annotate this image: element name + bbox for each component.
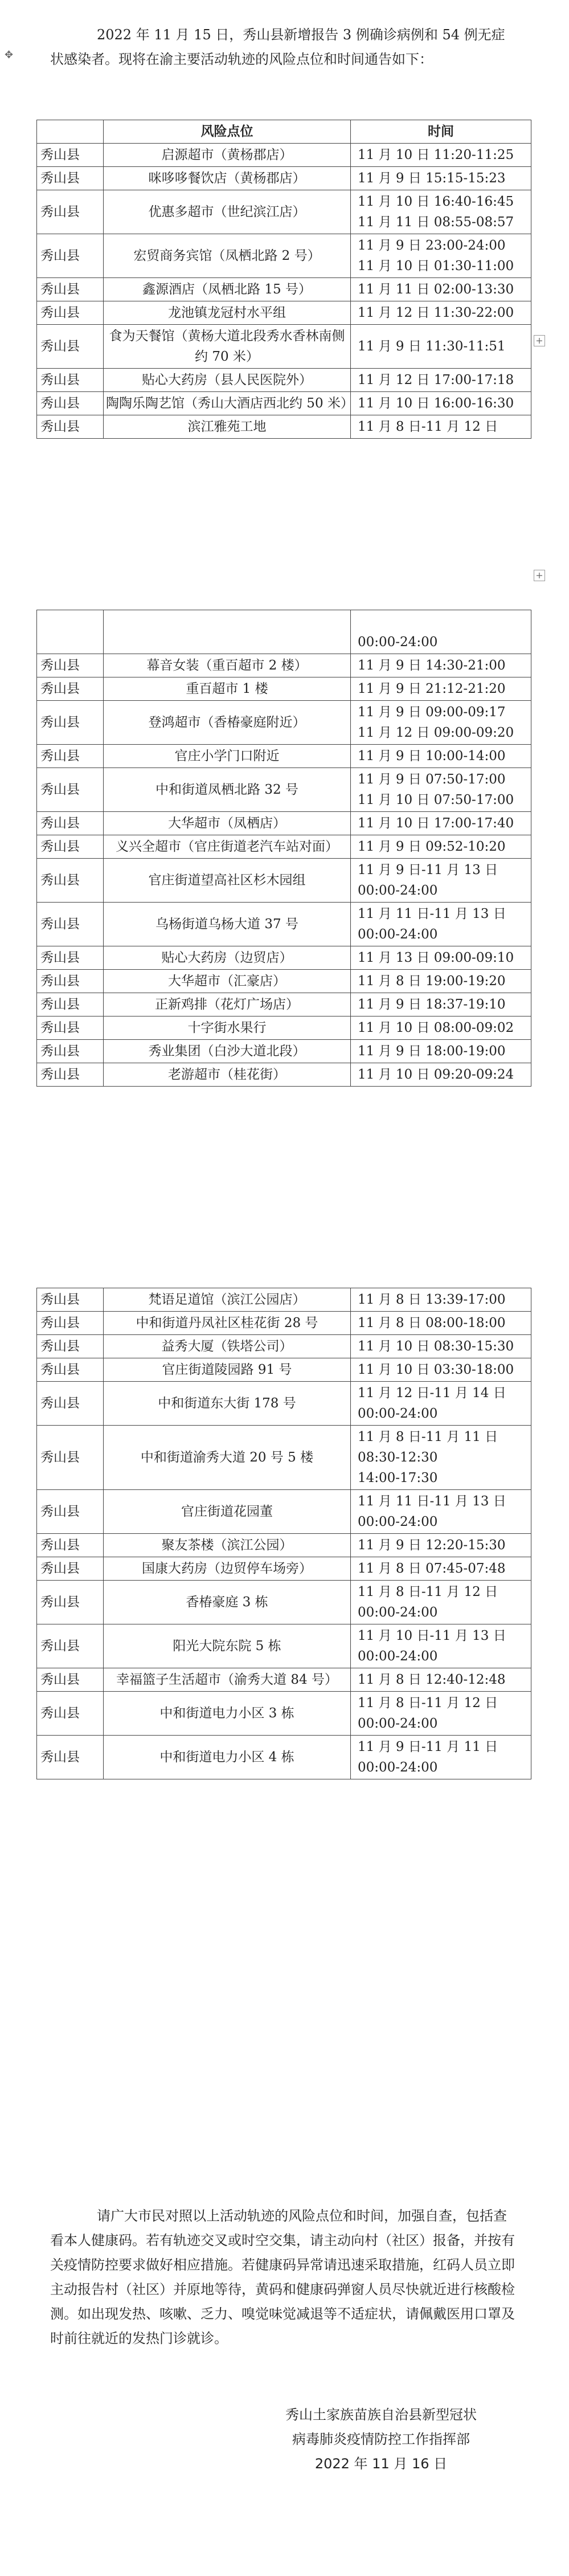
table-row [37,1016,531,1040]
time-line: 11 月 8 日 19:00-19:20 [358,974,506,989]
table-row [37,1358,531,1382]
place-cell: 中和街道渝秀大道 20 号 5 楼 [104,1426,351,1490]
time-cell [351,1692,531,1736]
place-cell: 贴心大药房（县人民医院外） [104,369,351,392]
place-cell: 义兴全超市（官庄街道老汽车站对面） [104,835,351,859]
table-row [37,325,531,369]
time-cell [351,610,531,654]
table-row [37,1382,531,1426]
place-cell: 幸福篮子生活超市（渝秀大道 84 号） [104,1668,351,1692]
time-cell [351,701,531,745]
time-cell [351,1335,531,1358]
county-cell: 秀山县 [37,1490,104,1534]
place-cell: 中和街道丹凤社区桂花街 28 号 [104,1312,351,1335]
county-cell: 秀山县 [37,946,104,970]
table-row [37,654,531,677]
place-cell: 国康大药房（边贸停车场旁） [104,1557,351,1581]
place-cell: 中和街道凤栖北路 32 号 [104,768,351,812]
place-cell: 中和街道电力小区 3 栋 [104,1692,351,1736]
place-cell: 乌杨街道乌杨大道 37 号 [104,903,351,946]
time-cell [351,1581,531,1624]
time-line: 08:30-12:30 [358,1450,438,1465]
place-cell: 中和街道电力小区 4 栋 [104,1736,351,1779]
add-row-icon[interactable]: + [534,570,545,581]
table-row [37,190,531,234]
time-line: 11 月 13 日 09:00-09:10 [358,950,514,965]
time-line: 11 月 9 日 21:12-21:20 [358,681,506,696]
time-cell [351,1382,531,1426]
county-cell: 秀山县 [37,1063,104,1087]
time-line: 11 月 10 日 11:20-11:25 [358,148,514,162]
time-cell [351,835,531,859]
time-line: 00:00-24:00 [358,1406,438,1421]
time-line: 11 月 12 日-11 月 14 日 [358,1386,506,1401]
county-cell: 秀山县 [37,167,104,190]
time-cell [351,768,531,812]
time-line: 11 月 11 日 08:55-08:57 [358,215,514,230]
place-cell: 幕音女装（重百超市 2 楼） [104,654,351,677]
time-cell [351,1736,531,1779]
place-cell: 官庄街道花园董 [104,1490,351,1534]
time-cell [351,859,531,903]
place-cell [104,610,351,654]
time-line [358,611,529,632]
time-cell [351,812,531,835]
county-cell: 秀山县 [37,1692,104,1736]
table-row [37,946,531,970]
place-cell: 贴心大药房（边贸店） [104,946,351,970]
time-line: 11 月 8 日-11 月 12 日 [358,1585,498,1599]
time-line: 00:00-24:00 [358,1716,438,1731]
place-cell: 十字街水果行 [104,1016,351,1040]
time-line: 11 月 8 日-11 月 12 日 [358,1696,498,1710]
time-line: 11 月 9 日 07:50-17:00 [358,772,506,787]
table-row [37,768,531,812]
time-line: 11 月 8 日 12:40-12:48 [358,1672,506,1687]
county-cell: 秀山县 [37,301,104,325]
place-cell: 滨江雅苑工地 [104,415,351,439]
time-line: 11 月 8 日 07:45-07:48 [358,1561,506,1576]
time-line: 11 月 9 日 09:00-09:17 [358,705,506,720]
table-row [37,1040,531,1063]
table-row [37,1426,531,1490]
time-cell [351,415,531,439]
signature-line-1: 秀山土家族苗族自治县新型冠状 [285,2407,477,2423]
time-line: 11 月 8 日-11 月 11 日 [358,1430,498,1444]
table-row [37,677,531,701]
table-row [37,1581,531,1624]
time-line: 00:00-24:00 [358,927,438,942]
county-cell: 秀山县 [37,701,104,745]
table-row [37,234,531,278]
table-row [37,701,531,745]
time-line: 11 月 8 日 08:00-18:00 [358,1316,506,1330]
place-cell: 聚友茶楼（滨江公园） [104,1534,351,1557]
table-row [37,745,531,768]
county-cell: 秀山县 [37,859,104,903]
county-cell: 秀山县 [37,278,104,301]
place-cell: 启源超市（黄杨郡店） [104,144,351,167]
time-line: 11 月 11 日-11 月 13 日 [358,1494,506,1509]
place-cell: 官庄街道望高社区杉木园组 [104,859,351,903]
county-cell: 秀山县 [37,1736,104,1779]
time-line: 00:00-24:00 [358,883,438,898]
table-row [37,1312,531,1335]
time-line: 00:00-24:00 [358,1760,438,1775]
time-line: 11 月 10 日 07:50-17:00 [358,793,514,807]
table-row [37,1534,531,1557]
table-row [37,993,531,1016]
table-row [37,859,531,903]
time-cell [351,234,531,278]
time-cell [351,946,531,970]
place-cell: 优惠多超市（世纪滨江店） [104,190,351,234]
time-line: 11 月 8 日-11 月 12 日 [358,419,498,434]
place-cell: 中和街道东大街 178 号 [104,1382,351,1426]
county-cell: 秀山县 [37,1624,104,1668]
time-line: 00:00-24:00 [358,1514,438,1529]
county-cell: 秀山县 [37,1312,104,1335]
table-row [37,301,531,325]
place-cell: 阳光大院东院 5 栋 [104,1624,351,1668]
county-cell: 秀山县 [37,144,104,167]
county-cell: 秀山县 [37,1358,104,1382]
county-cell: 秀山县 [37,970,104,993]
time-cell [351,144,531,167]
header-county [37,120,104,144]
county-cell: 秀山县 [37,835,104,859]
place-cell: 食为天餐馆（黄杨大道北段秀水香林南侧约 70 米） [104,325,351,369]
place-cell: 宏贸商务宾馆（凤栖北路 2 号） [104,234,351,278]
time-cell [351,369,531,392]
county-cell: 秀山县 [37,1557,104,1581]
time-cell [351,1312,531,1335]
county-cell: 秀山县 [37,993,104,1016]
time-line: 11 月 10 日 08:30-15:30 [358,1339,514,1354]
time-line: 11 月 10 日 17:00-17:40 [358,816,514,831]
risk-table-2 [36,610,531,1087]
time-cell [351,1426,531,1490]
county-cell: 秀山县 [37,1335,104,1358]
county-cell: 秀山县 [37,392,104,415]
county-cell: 秀山县 [37,1668,104,1692]
time-line: 11 月 9 日-11 月 11 日 [358,1740,498,1754]
add-row-icon[interactable]: + [534,335,545,346]
time-cell [351,1288,531,1312]
county-cell: 秀山县 [37,415,104,439]
time-cell [351,970,531,993]
signature-date: 2022 年 11 月 16 日 [314,2456,448,2472]
table-row [37,1063,531,1087]
county-cell: 秀山县 [37,745,104,768]
place-cell: 梵语足道馆（滨江公园店） [104,1288,351,1312]
time-cell [351,1490,531,1534]
time-line: 11 月 12 日 09:00-09:20 [358,725,514,740]
place-cell: 陶陶乐陶艺馆（秀山大酒店西北约 50 米） [104,392,351,415]
county-cell: 秀山县 [37,190,104,234]
table-row [37,903,531,946]
time-line: 11 月 9 日 14:30-21:00 [358,658,506,673]
time-line: 11 月 10 日-11 月 13 日 [358,1628,506,1643]
time-line: 11 月 9 日-11 月 13 日 [358,863,498,877]
table-row [37,1668,531,1692]
time-line: 11 月 10 日 09:20-09:24 [358,1067,514,1082]
time-line: 00:00-24:00 [358,1605,438,1620]
table-row [37,1288,531,1312]
place-cell: 咪哆哆餐饮店（黄杨郡店） [104,167,351,190]
time-line: 11 月 12 日 17:00-17:18 [358,373,514,387]
county-cell: 秀山县 [37,903,104,946]
table-row [37,167,531,190]
place-cell: 登鸿超市（香椿豪庭附近） [104,701,351,745]
county-cell: 秀山县 [37,677,104,701]
county-cell: 秀山县 [37,654,104,677]
time-line: 11 月 10 日 16:40-16:45 [358,194,514,209]
table-row [37,144,531,167]
header-place: 风险点位 [104,120,351,144]
time-cell [351,278,531,301]
county-cell: 秀山县 [37,1040,104,1063]
county-cell [37,610,104,654]
county-cell: 秀山县 [37,1534,104,1557]
time-cell [351,654,531,677]
place-cell: 鑫源酒店（凤栖北路 15 号） [104,278,351,301]
time-line: 11 月 10 日 01:30-11:00 [358,259,514,273]
time-cell [351,1016,531,1040]
signature-block [261,2403,501,2476]
risk-table-1 [36,120,531,439]
closing-paragraph: 请广大市民对照以上活动轨迹的风险点位和时间，加强自查，包括查看本人健康码。若有轨迹交叉或时空交集，请主动向村（社区）报备，并按有关疫情防控要求做好相应措施。若健康码异常请迅速采取措施，红码人员立即主动报告村（社区）并原地等待，黄码和健康码弹窗人员尽快就近进行核酸检测。如出现发热、咳嗽、乏力、嗅觉味觉减退等不适症状，请佩戴医用口罩及时前往就近的发热门诊就诊。 [50,2208,515,2346]
time-line: 11 月 12 日 11:30-22:00 [358,305,514,320]
signature-line-2: 病毒肺炎疫情防控工作指挥部 [292,2431,470,2447]
time-cell [351,301,531,325]
time-line: 00:00-24:00 [358,635,438,650]
time-line: 11 月 9 日 15:15-15:23 [358,171,506,186]
time-line: 11 月 10 日 16:00-16:30 [358,396,514,411]
place-cell: 官庄小学门口附近 [104,745,351,768]
place-cell: 官庄街道陵园路 91 号 [104,1358,351,1382]
header-time: 时间 [351,120,531,144]
county-cell: 秀山县 [37,768,104,812]
time-cell [351,745,531,768]
place-cell: 龙池镇龙冠村水平组 [104,301,351,325]
county-cell: 秀山县 [37,369,104,392]
time-cell [351,677,531,701]
place-cell: 益秀大厦（铁塔公司） [104,1335,351,1358]
time-cell [351,1534,531,1557]
time-line: 00:00-24:00 [358,1649,438,1664]
time-cell [351,993,531,1016]
time-line: 11 月 9 日 09:52-10:20 [358,839,506,854]
place-cell: 秀业集团（白沙大道北段） [104,1040,351,1063]
place-cell: 大华超市（凤栖店） [104,812,351,835]
table-row [37,1624,531,1668]
table-row [37,1736,531,1779]
table-row [37,392,531,415]
county-cell: 秀山县 [37,1016,104,1040]
intro-paragraph: 2022 年 11 月 15 日，秀山县新增报告 3 例确诊病例和 54 例无症状感染者。现将在渝主要活动轨迹的风险点位和时间通告如下： [50,27,505,67]
time-cell [351,1624,531,1668]
risk-table-3 [36,1288,531,1779]
place-cell: 大华超市（汇豪店） [104,970,351,993]
table-row [37,1490,531,1534]
time-cell [351,1040,531,1063]
time-cell [351,167,531,190]
time-line: 11 月 9 日 23:00-24:00 [358,238,506,253]
time-cell [351,325,531,369]
time-cell [351,1557,531,1581]
table-row [37,812,531,835]
time-line: 11 月 9 日 12:20-15:30 [358,1538,506,1553]
time-cell [351,1063,531,1087]
county-cell: 秀山县 [37,1426,104,1490]
time-line: 11 月 9 日 11:30-11:51 [358,339,506,354]
table-row [37,970,531,993]
place-cell: 正新鸡排（花灯广场店） [104,993,351,1016]
table-row [37,1557,531,1581]
county-cell: 秀山县 [37,234,104,278]
place-cell: 老游超市（桂花街） [104,1063,351,1087]
time-line: 11 月 9 日 18:37-19:10 [358,997,506,1012]
time-cell [351,1358,531,1382]
place-cell: 重百超市 1 楼 [104,677,351,701]
county-cell: 秀山县 [37,1382,104,1426]
table-row [37,415,531,439]
time-line: 11 月 9 日 10:00-14:00 [358,749,506,764]
county-cell: 秀山县 [37,812,104,835]
table-row [37,1692,531,1736]
time-line: 11 月 10 日 08:00-09:02 [358,1020,514,1035]
time-line: 11 月 8 日 13:39-17:00 [358,1292,506,1307]
time-cell [351,392,531,415]
time-line: 11 月 11 日 02:00-13:30 [358,282,514,297]
time-line: 11 月 10 日 03:30-18:00 [358,1362,514,1377]
time-cell [351,190,531,234]
table-row [37,1335,531,1358]
table-row [37,369,531,392]
move-handle-icon[interactable]: ✥ [5,49,14,61]
time-cell [351,1668,531,1692]
county-cell: 秀山县 [37,1581,104,1624]
county-cell: 秀山县 [37,1288,104,1312]
table-row [37,835,531,859]
time-line: 11 月 11 日-11 月 13 日 [358,907,506,921]
table-row [37,278,531,301]
county-cell: 秀山县 [37,325,104,369]
time-cell [351,903,531,946]
place-cell: 香椿豪庭 3 栋 [104,1581,351,1624]
table-row [37,610,531,654]
time-line: 11 月 9 日 18:00-19:00 [358,1044,506,1059]
table-header-row [37,120,531,144]
time-line: 14:00-17:30 [358,1471,438,1485]
